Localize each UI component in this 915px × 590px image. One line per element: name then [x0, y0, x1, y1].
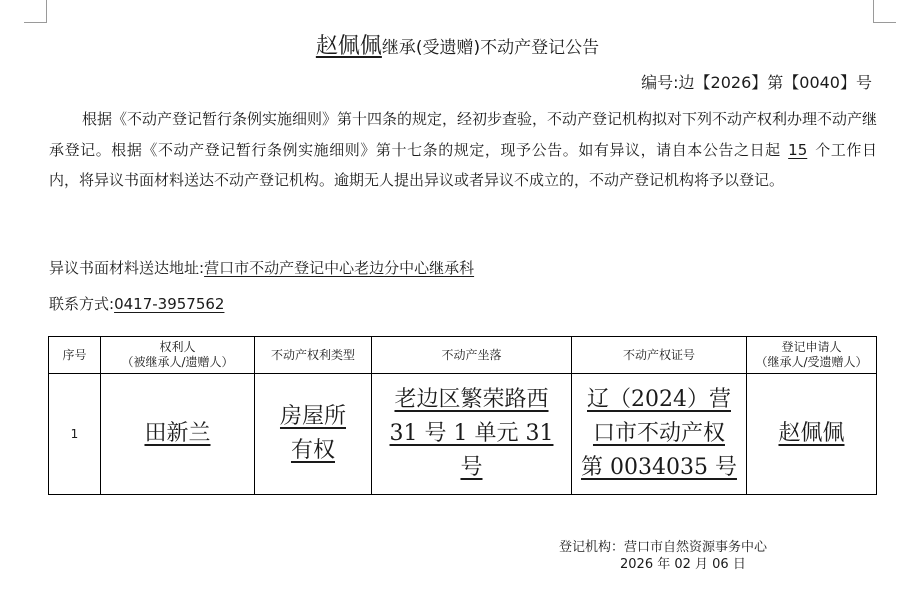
notice-date: 2026 年 02 月 06 日 [620, 557, 746, 572]
title-applicant-name: 赵佩佩 [315, 34, 382, 59]
page-corner-mark-right [873, 0, 896, 23]
contact-info [49, 293, 224, 314]
header-certificate: 不动产权证号 [572, 337, 747, 374]
header-right-type: 不动产权利类型 [255, 337, 372, 374]
cell-right-type: 房屋所 有权 [255, 374, 372, 495]
cell-location: 老边区繁荣路西 31 号 1 单元 31 号 [372, 374, 572, 495]
objection-days: 15 [788, 140, 808, 159]
registration-table [48, 336, 877, 495]
page-title [0, 29, 915, 60]
cell-seq: 1 [49, 374, 101, 495]
header-right-holder: 权利人 （被继承人/遗赠人） [101, 337, 255, 374]
table-header-row [49, 337, 877, 374]
objection-address [49, 257, 474, 278]
page-corner-mark-left [24, 0, 47, 23]
contact-phone: 0417-3957562 [114, 295, 225, 313]
notice-body [49, 104, 877, 196]
title-suffix: 继承(受遗赠)不动产登记公告 [381, 38, 600, 58]
objection-address-value: 营口市不动产登记中心老边分中心继承科 [204, 259, 475, 277]
cell-certificate: 辽（2024）营 口市不动产权 第 0034035 号 [572, 374, 747, 495]
header-location: 不动产坐落 [372, 337, 572, 374]
header-applicant: 登记申请人 （继承人/受遗赠人） [747, 337, 877, 374]
header-seq: 序号 [49, 337, 101, 374]
table-row [49, 374, 877, 495]
body-part-1: 根据《不动产登记暂行条例实施细则》第十四条的规定，经初步查验，不动产登记机构拟对下列不动产权利办理不动产继承登记。根据《不动产登记暂行条例实施细则》第十七条的规定，现予公告。如有异议，请自本公告之日起 [49, 110, 878, 159]
cell-right-holder: 田新兰 [101, 374, 255, 495]
cell-applicant: 赵佩佩 [747, 374, 877, 495]
contact-label: 联系方式: [49, 295, 115, 313]
notice-number: 编号:边【2026】第【0040】号 [641, 73, 872, 92]
registration-authority: 登记机构：营口市自然资源事务中心 [559, 540, 768, 555]
body-part-2: 个工作日内，将异议书面材料送达不动产登记机构。逾期无人提出异议或者异议不成立的，不动产登记机构将予以登记。 [49, 140, 877, 189]
objection-address-label: 异议书面材料送达地址: [49, 259, 205, 277]
